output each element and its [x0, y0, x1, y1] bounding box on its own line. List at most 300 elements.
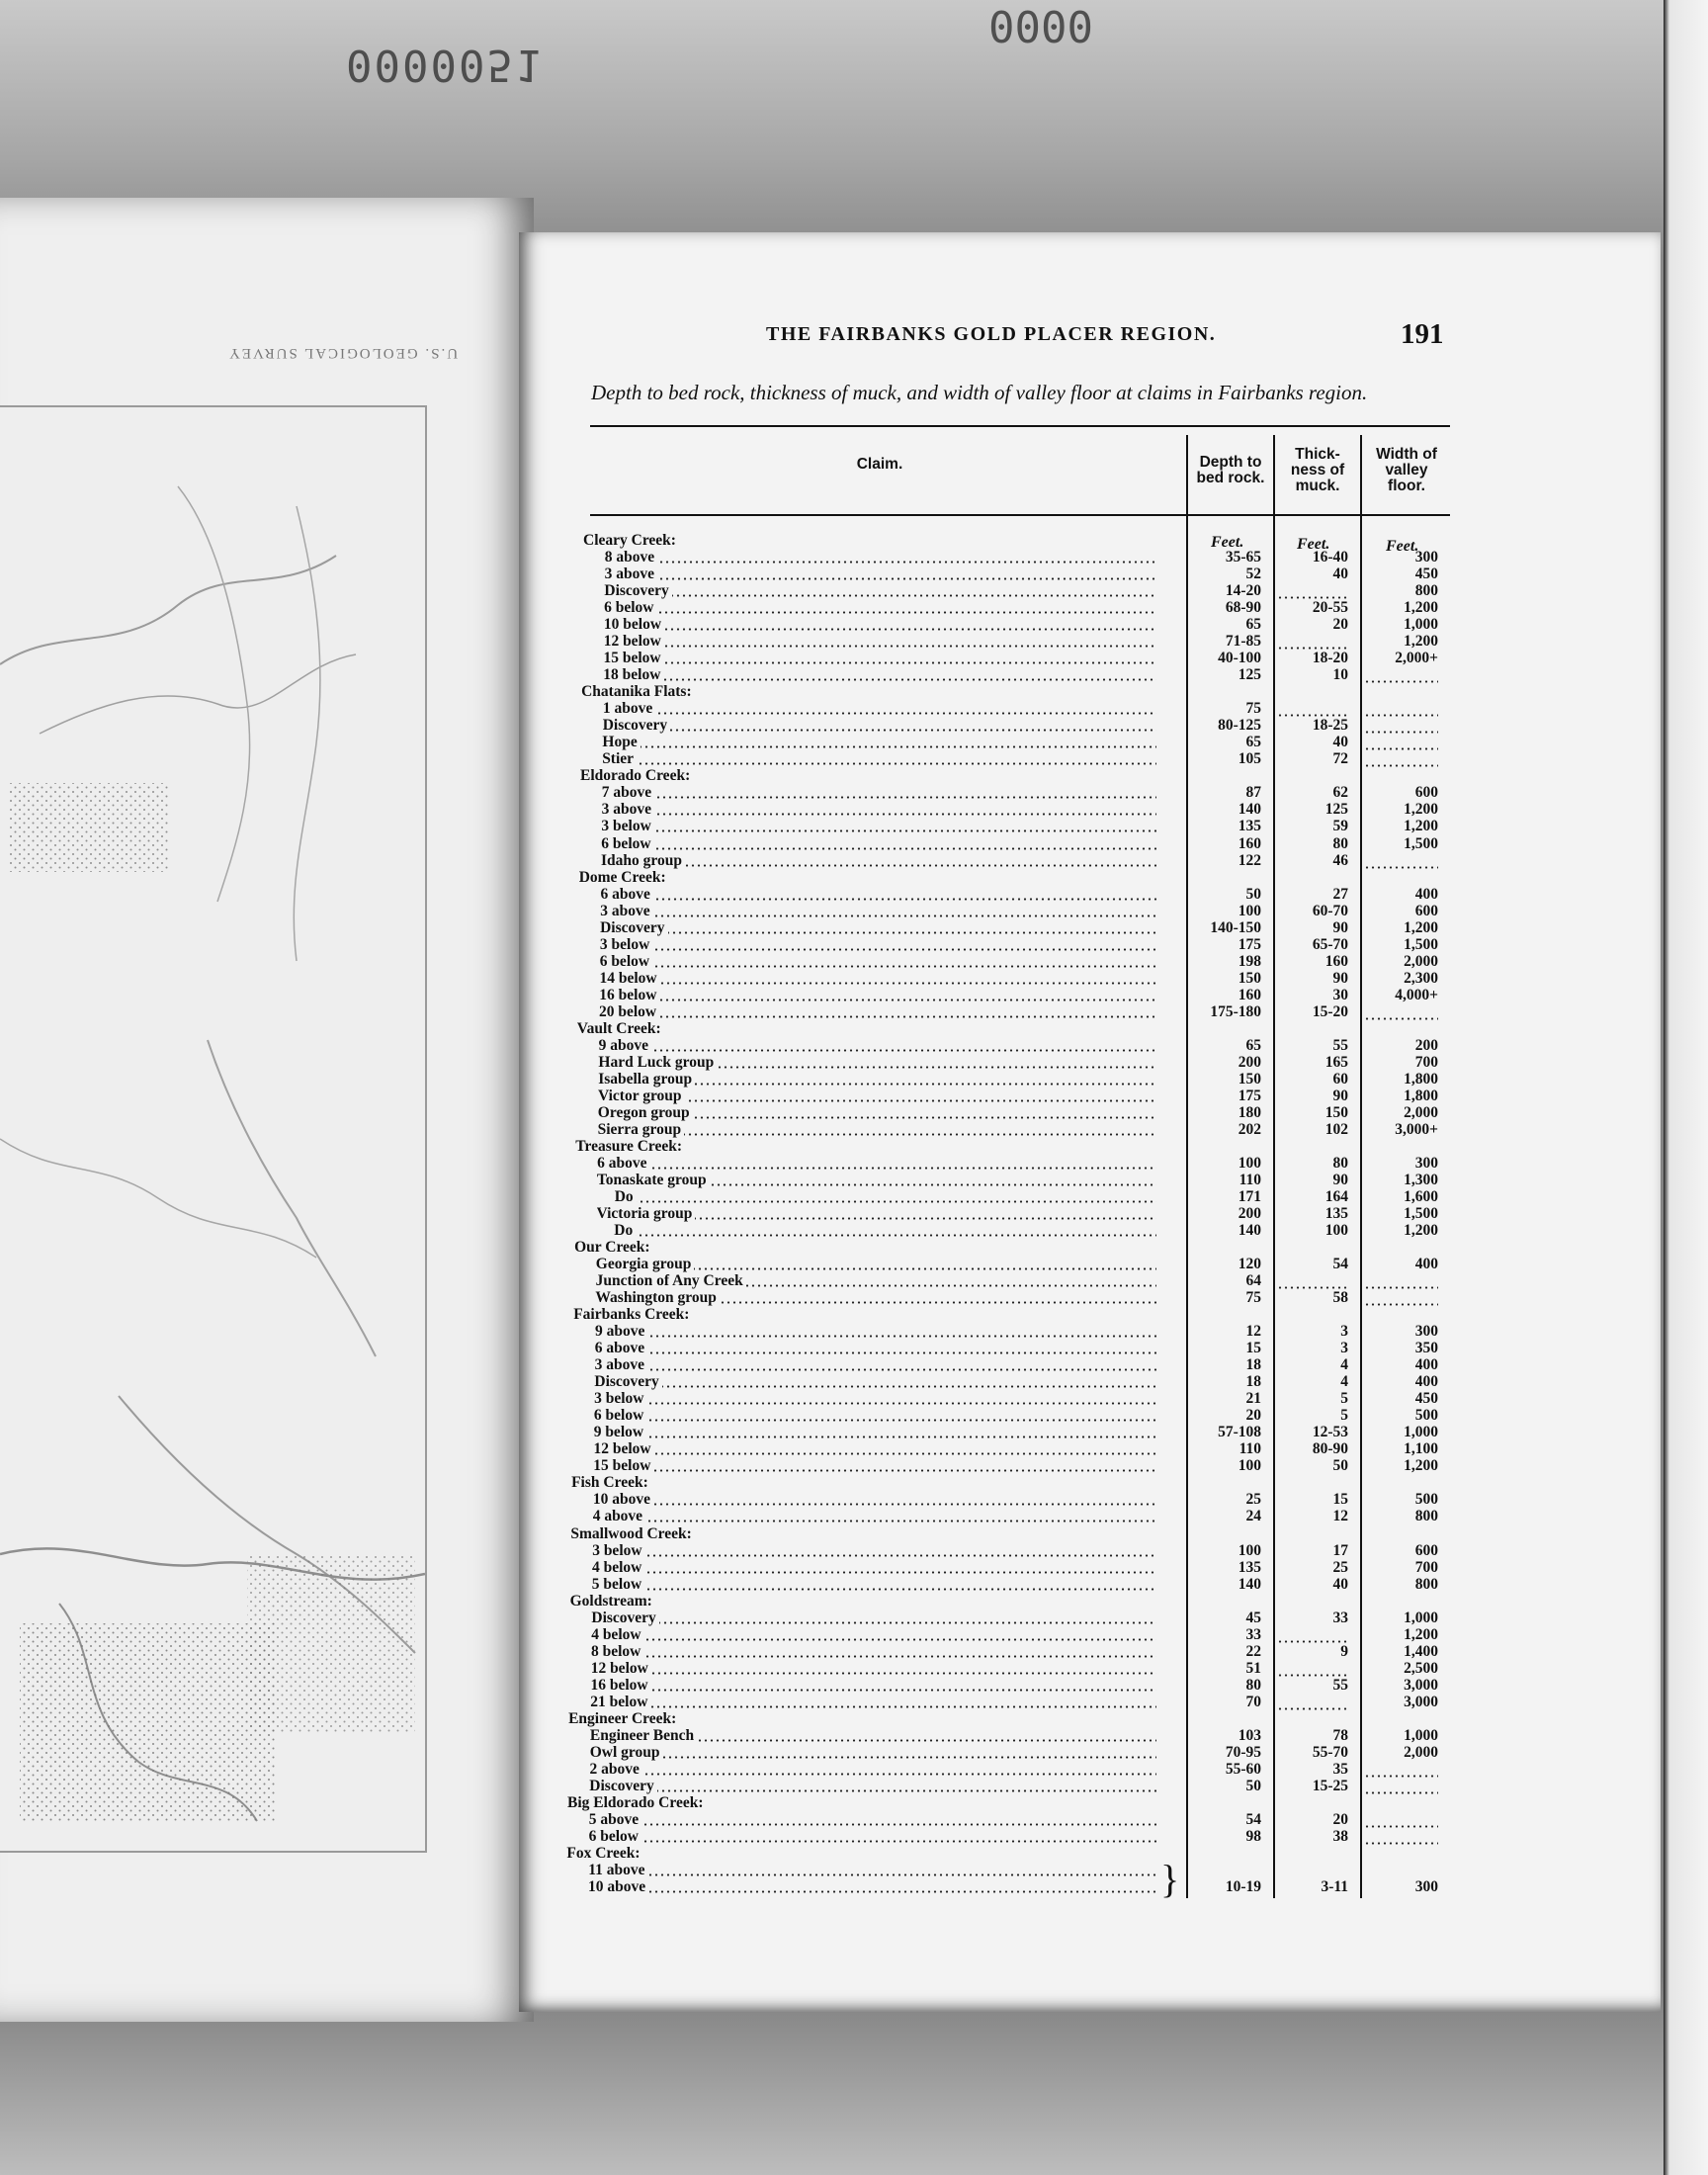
claim-cell [580, 767, 1156, 784]
claim-cell [604, 616, 1156, 633]
units-muck: Feet. [1297, 536, 1330, 553]
muck-cell: 50 [1332, 1457, 1348, 1475]
width-cell: 700 [1414, 1053, 1438, 1071]
claim-name: Engineer Creek: [568, 1710, 679, 1727]
muck-cell: 55 [1332, 1036, 1348, 1054]
depth-cell: 200 [1238, 1205, 1261, 1222]
claim-cell [570, 1525, 1156, 1542]
width-cell: 1,600 [1404, 1188, 1438, 1205]
claim-cell [594, 1390, 1156, 1407]
table-group-row [0, 1593, 1708, 1610]
muck-cell: 16-40 [1312, 549, 1348, 566]
depth-cell: 18 [1245, 1373, 1261, 1391]
claim-name: Oregon group [598, 1104, 693, 1121]
muck-cell: 80 [1332, 834, 1348, 852]
depth-cell: 175-180 [1210, 1002, 1261, 1020]
claim-cell [595, 1289, 1156, 1306]
claim-name: 6 below [601, 835, 653, 852]
table-row [0, 1457, 1708, 1474]
muck-cell: 60 [1332, 1070, 1348, 1088]
claim-name: Stier [602, 750, 637, 767]
width-cell: 200 [1414, 1036, 1438, 1054]
width-cell: 800 [1414, 582, 1438, 600]
table-row [0, 953, 1708, 970]
table-row [0, 650, 1708, 666]
muck-cell [1277, 633, 1348, 650]
muck-cell: 80 [1332, 1154, 1348, 1172]
depth-cell: 122 [1238, 851, 1261, 869]
claim-name: 3 above [605, 566, 657, 582]
claim-cell [594, 1424, 1156, 1440]
claim-name: Chatanika Flats: [581, 683, 695, 700]
width-cell: 450 [1414, 1390, 1438, 1408]
claim-name: 10 above [593, 1491, 653, 1508]
claim-name: 6 below [589, 1828, 641, 1845]
muck-cell: 3-11 [1321, 1878, 1348, 1895]
claim-name: Discovery [604, 582, 671, 599]
depth-cell: 105 [1238, 750, 1261, 768]
claim-cell [571, 1474, 1156, 1491]
depth-cell: 100 [1238, 902, 1261, 919]
table-group-row [0, 1525, 1708, 1542]
table-row [0, 1878, 1708, 1895]
table-row [0, 1390, 1708, 1407]
claim-cell [577, 1020, 1156, 1037]
muck-cell: 125 [1324, 801, 1348, 819]
table-row [0, 1088, 1708, 1104]
claim-name: Georgia group [596, 1256, 695, 1272]
claim-name: 3 below [592, 1542, 644, 1559]
claim-cell [600, 936, 1156, 953]
muck-cell: 135 [1324, 1205, 1348, 1222]
claim-name: 7 above [602, 784, 654, 801]
width-cell: 300 [1414, 1154, 1438, 1172]
table-row [0, 1744, 1708, 1761]
muck-cell: 40 [1332, 1575, 1348, 1593]
claim-cell [568, 1710, 1156, 1727]
table-row [0, 1071, 1708, 1088]
width-cell [1364, 734, 1438, 750]
claim-cell [599, 987, 1156, 1003]
depth-cell: 98 [1245, 1827, 1261, 1845]
claim-cell [614, 1222, 1156, 1239]
claim-name: Victoria group [597, 1205, 696, 1222]
depth-cell: 50 [1245, 1777, 1261, 1794]
claim-name: Eldorado Creek: [580, 767, 693, 784]
width-cell [1364, 1828, 1438, 1845]
muck-cell: 10 [1332, 666, 1348, 684]
claim-name: 12 below [594, 1440, 654, 1457]
muck-cell: 90 [1332, 918, 1348, 936]
width-cell: 350 [1414, 1340, 1438, 1357]
muck-cell: 46 [1332, 851, 1348, 869]
muck-cell: 20-55 [1312, 599, 1348, 617]
col-header-muck-line3: muck. [1295, 478, 1340, 494]
col-header-muck [1275, 447, 1360, 494]
table-row [0, 919, 1708, 936]
claim-name: 10 below [604, 616, 664, 633]
claim-name: Discovery [600, 919, 667, 936]
claim-name: 3 above [602, 801, 654, 818]
claim-name: Fox Creek: [566, 1845, 642, 1862]
claim-name: 11 above [588, 1862, 647, 1878]
claim-name: Goldstream: [570, 1593, 655, 1610]
table-row [0, 818, 1708, 834]
muck-cell: 150 [1324, 1103, 1348, 1121]
table-row [0, 1862, 1708, 1878]
width-cell [1364, 666, 1438, 683]
depth-cell: 20 [1245, 1407, 1261, 1425]
muck-cell: 12 [1332, 1508, 1348, 1525]
claim-name: Treasure Creek: [575, 1138, 685, 1155]
table-row [0, 1559, 1708, 1576]
table-row [0, 1222, 1708, 1239]
depth-cell: 140-150 [1210, 918, 1261, 936]
claim-cell [589, 1778, 1156, 1794]
left-page-header: U.S. GEOLOGICAL SURVEY [227, 345, 459, 361]
depth-cell: 45 [1245, 1609, 1261, 1626]
claim-cell [596, 1272, 1156, 1289]
claim-name: Isabella group [598, 1071, 695, 1088]
claim-name: 1 above [603, 700, 655, 717]
claim-name: Discovery [594, 1373, 661, 1390]
claim-cell [598, 1054, 1156, 1071]
depth-cell: 80-125 [1218, 717, 1261, 735]
width-cell [1364, 1003, 1438, 1020]
width-cell [1364, 1778, 1438, 1794]
muck-cell: 15-20 [1312, 1002, 1348, 1020]
depth-cell: 64 [1245, 1272, 1261, 1290]
muck-cell: 40 [1332, 734, 1348, 751]
width-cell: 400 [1414, 1373, 1438, 1391]
claim-name: 8 below [591, 1643, 643, 1660]
depth-cell: 75 [1245, 1289, 1261, 1307]
width-cell: 1,400 [1404, 1642, 1438, 1660]
depth-cell: 40-100 [1218, 650, 1261, 667]
depth-cell: 55-60 [1225, 1760, 1261, 1778]
muck-cell: 4 [1340, 1356, 1348, 1374]
table-row [0, 1610, 1708, 1626]
depth-cell: 140 [1238, 1575, 1261, 1593]
table-row [0, 582, 1708, 599]
table-row [0, 1828, 1708, 1845]
claim-cell [592, 1559, 1156, 1576]
claim-name: 9 above [595, 1323, 647, 1340]
table-row [0, 1643, 1708, 1660]
depth-cell: 180 [1238, 1103, 1261, 1121]
muck-cell [1277, 582, 1348, 599]
width-cell: 300 [1414, 549, 1438, 566]
table-row [0, 1340, 1708, 1356]
claim-name: 3 above [600, 903, 652, 919]
claim-cell [604, 633, 1156, 650]
table-row [0, 835, 1708, 852]
width-cell: 400 [1414, 1356, 1438, 1374]
claim-cell [590, 1761, 1157, 1778]
table-row [0, 1424, 1708, 1440]
claim-name: Washington group [595, 1289, 719, 1306]
width-cell [1364, 717, 1438, 734]
depth-cell: 70 [1245, 1693, 1261, 1710]
width-cell [1364, 1272, 1438, 1289]
depth-cell: 33 [1245, 1625, 1261, 1643]
depth-cell: 65 [1245, 1036, 1261, 1054]
claim-cell [603, 700, 1156, 717]
claim-cell [598, 1071, 1156, 1088]
depth-cell: 100 [1238, 1154, 1261, 1172]
table-row [0, 1542, 1708, 1559]
width-cell [1364, 750, 1438, 767]
muck-cell: 20 [1332, 616, 1348, 634]
muck-cell: 18-20 [1312, 650, 1348, 667]
width-cell: 1,000 [1404, 1609, 1438, 1626]
table-row [0, 1373, 1708, 1390]
table-row [0, 1576, 1708, 1593]
depth-cell: 54 [1245, 1810, 1261, 1828]
claim-name: Vault Creek: [577, 1020, 664, 1037]
claim-name: 16 below [599, 987, 659, 1003]
claim-cell [593, 1508, 1156, 1524]
claim-name: 9 below [594, 1424, 646, 1440]
muck-cell [1277, 1626, 1348, 1643]
claim-cell [602, 801, 1156, 818]
width-cell: 800 [1414, 1575, 1438, 1593]
claim-name: 3 above [595, 1356, 647, 1373]
muck-cell: 15-25 [1312, 1777, 1348, 1794]
table-group-row [0, 869, 1708, 886]
muck-cell: 90 [1332, 969, 1348, 987]
claim-name: Victor group [598, 1088, 685, 1104]
muck-cell: 65-70 [1312, 935, 1348, 953]
claim-cell [602, 734, 1156, 750]
table-row [0, 734, 1708, 750]
depth-cell: 25 [1245, 1491, 1261, 1509]
width-cell: 1,200 [1404, 1457, 1438, 1475]
width-cell: 1,000 [1404, 616, 1438, 634]
claim-name: 6 below [600, 953, 652, 970]
width-cell: 600 [1414, 902, 1438, 919]
col-header-width-line2: valley [1385, 462, 1428, 478]
claim-name: Cleary Creek: [583, 532, 679, 549]
claim-cell [600, 970, 1157, 987]
fox-creek-brace: } [1160, 1857, 1180, 1901]
claim-cell [575, 1138, 1156, 1155]
depth-cell: 150 [1238, 1070, 1261, 1088]
claim-cell [581, 683, 1156, 700]
claim-name: 14 below [600, 970, 660, 987]
width-cell: 1,500 [1404, 834, 1438, 852]
table-group-row [0, 1794, 1708, 1811]
muck-cell: 5 [1340, 1407, 1348, 1425]
depth-cell: 52 [1245, 566, 1261, 582]
depth-cell: 51 [1245, 1659, 1261, 1677]
table-row [0, 1205, 1708, 1222]
muck-cell: 38 [1332, 1827, 1348, 1845]
muck-cell: 54 [1332, 1256, 1348, 1273]
muck-cell: 3 [1340, 1323, 1348, 1341]
table-row [0, 549, 1708, 566]
claim-name: 4 below [591, 1626, 643, 1643]
claim-cell [591, 1643, 1156, 1660]
claim-cell [594, 1407, 1156, 1424]
claim-cell [598, 1121, 1156, 1138]
table-row [0, 700, 1708, 717]
claim-name: Do [614, 1222, 636, 1239]
table-caption: Depth to bed rock, thickness of muck, and width of valley floor at claims in Fairbanks region. [591, 381, 1368, 404]
claim-cell [600, 919, 1156, 936]
table-row [0, 1272, 1708, 1289]
claim-name: 5 below [592, 1576, 644, 1593]
table-row [0, 566, 1708, 582]
muck-cell: 165 [1324, 1053, 1348, 1071]
muck-cell: 9 [1340, 1642, 1348, 1660]
col-header-width-line3: floor. [1388, 478, 1425, 494]
claim-cell [591, 1626, 1156, 1643]
table-row [0, 599, 1708, 616]
page-number: 191 [1401, 318, 1444, 350]
depth-cell: 65 [1245, 734, 1261, 751]
running-head: THE FAIRBANKS GOLD PLACER REGION. [766, 323, 1217, 345]
depth-cell: 175 [1238, 1087, 1261, 1104]
claim-name: 12 below [604, 633, 664, 650]
claim-name: Engineer Bench [590, 1727, 697, 1744]
muck-cell: 102 [1324, 1120, 1348, 1138]
claim-cell [592, 1576, 1156, 1593]
muck-cell [1277, 1272, 1348, 1289]
depth-cell: 10-19 [1225, 1878, 1261, 1895]
width-cell: 2,000 [1404, 1103, 1438, 1121]
width-cell: 3,000+ [1395, 1120, 1438, 1138]
table-row [0, 616, 1708, 633]
claim-cell [589, 1811, 1156, 1828]
width-cell [1364, 1289, 1438, 1306]
depth-cell: 110 [1238, 1171, 1261, 1188]
muck-cell [1277, 700, 1348, 717]
depth-cell: 135 [1238, 1558, 1261, 1576]
claim-name: 9 above [599, 1037, 651, 1054]
width-cell [1364, 1761, 1438, 1778]
table-group-row [0, 532, 1708, 549]
claim-name: Hope [602, 734, 640, 750]
claim-cell [590, 1694, 1156, 1710]
muck-cell: 58 [1332, 1289, 1348, 1307]
claim-name: Idaho group [601, 852, 685, 869]
claim-name: 15 below [604, 650, 664, 666]
claim-cell [602, 750, 1156, 767]
claim-name: 3 below [600, 936, 652, 953]
claim-name: 8 above [605, 549, 657, 566]
width-cell: 1,800 [1404, 1070, 1438, 1088]
claim-cell [599, 1003, 1156, 1020]
muck-cell: 25 [1332, 1558, 1348, 1576]
depth-cell: 12 [1245, 1323, 1261, 1341]
width-cell: 1,500 [1404, 935, 1438, 953]
depth-cell: 65 [1245, 616, 1261, 634]
depth-cell: 200 [1238, 1053, 1261, 1071]
page-stamp-right: 0000 [988, 0, 1093, 50]
table-row [0, 970, 1708, 987]
claim-name: 3 below [594, 1390, 646, 1407]
depth-cell: 14-20 [1225, 582, 1261, 600]
units-width: Feet. [1386, 538, 1419, 555]
depth-cell: 71-85 [1225, 633, 1261, 651]
claim-name: Junction of Any Creek [596, 1272, 746, 1289]
claim-cell [567, 1794, 1156, 1811]
claim-name: Smallwood Creek: [570, 1525, 694, 1542]
table-row [0, 1172, 1708, 1188]
table-group-row [0, 1710, 1708, 1727]
table-row [0, 1037, 1708, 1054]
claim-cell [597, 1155, 1156, 1172]
depth-cell: 24 [1245, 1508, 1261, 1525]
table-row [0, 1727, 1708, 1744]
table-row [0, 1811, 1708, 1828]
muck-cell: 160 [1324, 952, 1348, 970]
claim-cell [601, 886, 1157, 903]
claim-name: Tonaskate group [597, 1172, 710, 1188]
muck-cell: 55-70 [1312, 1743, 1348, 1761]
table-group-row [0, 683, 1708, 700]
claim-cell [595, 1323, 1156, 1340]
width-cell: 600 [1414, 1541, 1438, 1559]
table-row [0, 852, 1708, 869]
table-row [0, 1626, 1708, 1643]
width-cell: 1,200 [1404, 633, 1438, 651]
table-group-row [0, 1020, 1708, 1037]
table-row [0, 801, 1708, 818]
width-cell [1364, 1811, 1438, 1828]
claim-cell [591, 1677, 1157, 1694]
table-row [0, 1694, 1708, 1710]
claim-cell [597, 1205, 1157, 1222]
table-group-row [0, 1138, 1708, 1155]
claim-name: 21 below [590, 1694, 650, 1710]
table-row [0, 1660, 1708, 1677]
muck-cell: 27 [1332, 885, 1348, 903]
muck-cell: 40 [1332, 566, 1348, 582]
claim-cell [596, 1256, 1156, 1272]
claim-name: 18 below [603, 666, 663, 683]
depth-cell: 198 [1238, 952, 1261, 970]
claim-cell [603, 666, 1156, 683]
muck-cell: 80-90 [1312, 1440, 1348, 1458]
depth-cell: 68-90 [1225, 599, 1261, 617]
depth-cell: 160 [1238, 834, 1261, 852]
width-cell: 2,300 [1404, 969, 1438, 987]
depth-cell: 75 [1245, 700, 1261, 718]
muck-cell: 60-70 [1312, 902, 1348, 919]
claim-name: 2 above [590, 1761, 642, 1778]
muck-cell: 17 [1332, 1541, 1348, 1559]
claim-cell [598, 1104, 1156, 1121]
claim-cell [590, 1727, 1156, 1744]
depth-cell: 140 [1238, 1222, 1261, 1239]
table-row [0, 1104, 1708, 1121]
claim-cell [615, 1188, 1156, 1205]
units-depth: Feet. [1211, 534, 1244, 551]
claim-cell [604, 650, 1157, 666]
width-cell: 500 [1414, 1407, 1438, 1425]
claim-cell [601, 852, 1156, 869]
claim-cell [599, 1037, 1156, 1054]
muck-cell [1277, 1694, 1348, 1710]
claim-name: 15 below [593, 1457, 653, 1474]
table-group-row [0, 1474, 1708, 1491]
table-row [0, 750, 1708, 767]
depth-cell: 135 [1238, 818, 1261, 835]
table-row [0, 1003, 1708, 1020]
width-cell: 800 [1414, 1508, 1438, 1525]
